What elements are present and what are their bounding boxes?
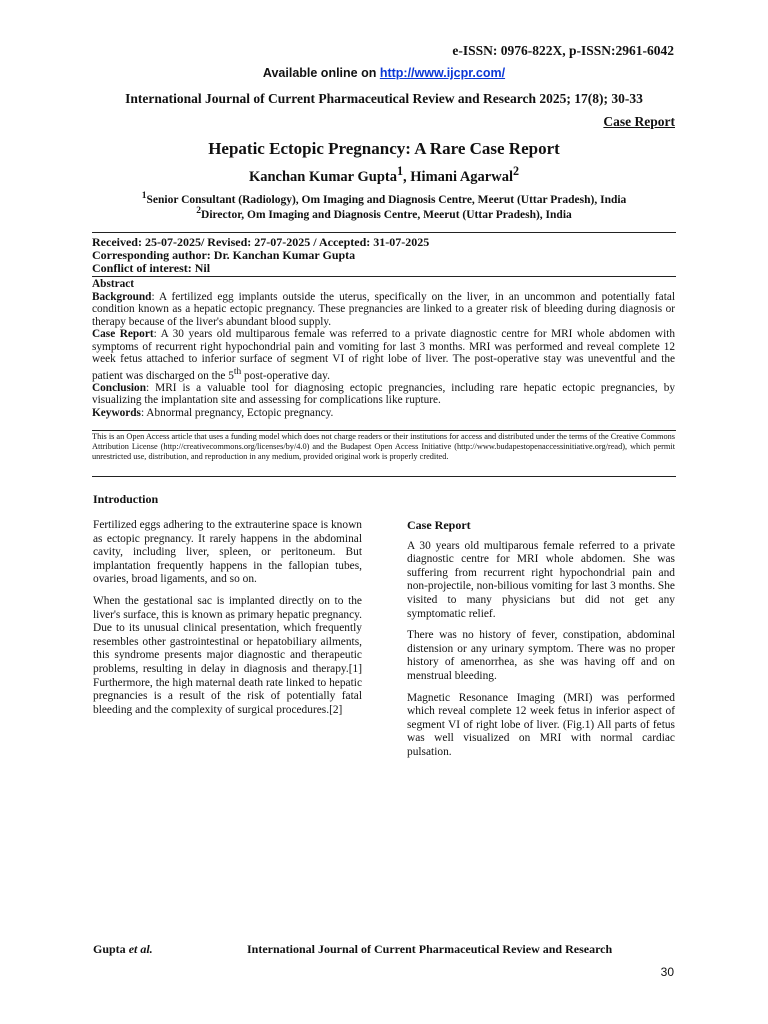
abstract-block [92,278,675,419]
abstract-keywords [92,407,675,420]
footer-et-al: et al. [128,942,153,956]
author-2: Himani Agarwal [410,168,513,185]
conflict-of-interest: Conflict of interest: Nil [92,261,211,275]
author-2-affil: 2 [512,164,520,178]
affiliation-1 [0,190,768,206]
divider [92,232,676,233]
case-paragraph-3: Magnetic Resonance Imaging (MRI) was performed which reveal complete 12 week fetus in inferior aspect of segment VI of right lobe of liver. (Fig.1) All parts of fetus was well visualized on MRI with normal cardiac pulsation. [407,691,675,758]
article-title: Hepatic Ectopic Pregnancy: A Rare Case Report [208,139,560,158]
footer-author [93,942,153,957]
footer-journal: International Journal of Current Pharmaceutical Review and Research [247,942,613,956]
divider [92,276,676,277]
introduction-heading: Introduction [93,492,159,506]
author-separator: , [403,168,411,185]
affiliation-2 [0,205,768,221]
divider [92,476,676,477]
divider [92,430,676,431]
case-paragraph-2: There was no history of fever, constipation, abdominal distension or any urinary symptom. There was no proper history of amenorrhea, as she was having off and on menstrual bleeding. [407,629,675,682]
keywords-text: : Abnormal pregnancy, Ectopic pregnancy. [140,406,334,419]
right-column [407,519,675,768]
available-online [0,66,768,80]
journal-url-link[interactable]: http://www.ijcpr.com/ [379,66,506,80]
keywords-label: Keywords [92,406,141,419]
abstract-heading: Abstract [92,278,135,290]
issn-line: e-ISSN: 0976-822X, p-ISSN:2961-6042 [452,43,674,58]
footer-author-name: Gupta [93,942,129,956]
case-report-heading: Case Report [407,518,471,532]
conclusion-label: Conclusion [92,381,146,394]
author-1-affil: 1 [396,164,404,178]
license-notice: This is an Open Access article that uses a funding model which does not charge readers or their institutions for access and distributed under the terms of the Creative Commons Attribution License (http://creativecommons.org/licenses/by/4.0) and the Budapest Open Access Initiative (http://www.budapestopenaccessinitiative.org/read), which permit unrestricted use, distribution, and reproduction in any medium, provided original work is properly credited. [92,432,676,461]
intro-paragraph-1: Fertilized eggs adhering to the extrauterine space is known as ectopic pregnancy. It rarely happens in the abdominal cavity, including liver, spleen, or peritoneum. But implantation frequently happens in the fallopian tubes, ovaries, broad ligaments, and so on. [93,519,362,586]
abstract-case-report [92,328,675,382]
intro-paragraph-2: When the gestational sac is implanted directly on to the liver's surface, this is known as primary hepatic pregnancy. Due to its unusual clinical presentation, which frequently resembles other gastrointestinal or hepatobiliary ailments, this syndrome presents major diagnostic and therapeutic problems, resulting in delay in diagnosis and therapy.[1] Furthermore, the high maternal death rate linked to hepatic pregnancies is a result of the risk of potentially fatal bleeding and the complexity of surgical procedures.[2] [93,594,362,716]
affiliation-1-text: Senior Consultant (Radiology), Om Imaging and Diagnosis Centre, Meerut (Uttar Pradesh), India [146,193,627,206]
case-label: Case Report [92,328,154,340]
background-label: Background [92,290,152,303]
left-column [93,519,362,725]
conclusion-text: : MRI is a valuable tool for diagnosing ectopic pregnancies, including rare hepatic ectopic pregnancies, by visualizing the implantation site and assessing for complications like rupture. [92,381,675,407]
corresponding-author: Corresponding author: Dr. Kanchan Kumar Gupta [92,248,356,262]
page-number: 30 [660,965,674,979]
journal-citation: International Journal of Current Pharmaceutical Review and Research 2025; 17(8); 30-33 [125,91,643,106]
case-tail: post-operative day. [241,369,330,382]
affiliation-2-marker: 2 [196,205,202,216]
case-superscript: th [233,366,242,377]
affiliation-1-marker: 1 [141,190,147,201]
abstract-conclusion [92,382,675,407]
background-text: : A fertilized egg implants outside the uterus, specifically on the liver, in an uncommon and potentially fatal condition known as a hepatic ectopic pregnancy. These pregnancies are linked to a greater risk of bleeding during diagnosis or therapy because of the liver's abundant blood supply. [92,290,675,328]
affiliation-2-text: Director, Om Imaging and Diagnosis Centre, Meerut (Uttar Pradesh), India [201,208,572,221]
authors [0,164,768,186]
available-prefix: Available online on [262,66,380,80]
article-type: Case Report [603,114,675,129]
author-1: Kanchan Kumar Gupta [248,168,397,185]
case-text: : A 30 years old multiparous female was referred to a private diagnostic centre for MRI whole abdomen with symptoms of recurrent right hypochondrial pain and vomiting for last 3 months. MRI was performed and reveal complete 12 week fetus attached to inferior surface of segment VI of right lobe of liver. The post-operative stay was uneventful and the patient was discharged on the 5 [92,328,676,382]
case-paragraph-1: A 30 years old multiparous female referred to a private diagnostic centre for MRI whole abdomen. She was suffering from recurrent right hypochondrial pain and non-projectile, non-bilious vomiting for last 3 months. She visited to many physicians but did not get any symptomatic relief. [407,539,675,620]
abstract-background [92,291,675,329]
dates-line: Received: 25-07-2025/ Revised: 27-07-2025 / Accepted: 31-07-2025 [92,235,430,249]
